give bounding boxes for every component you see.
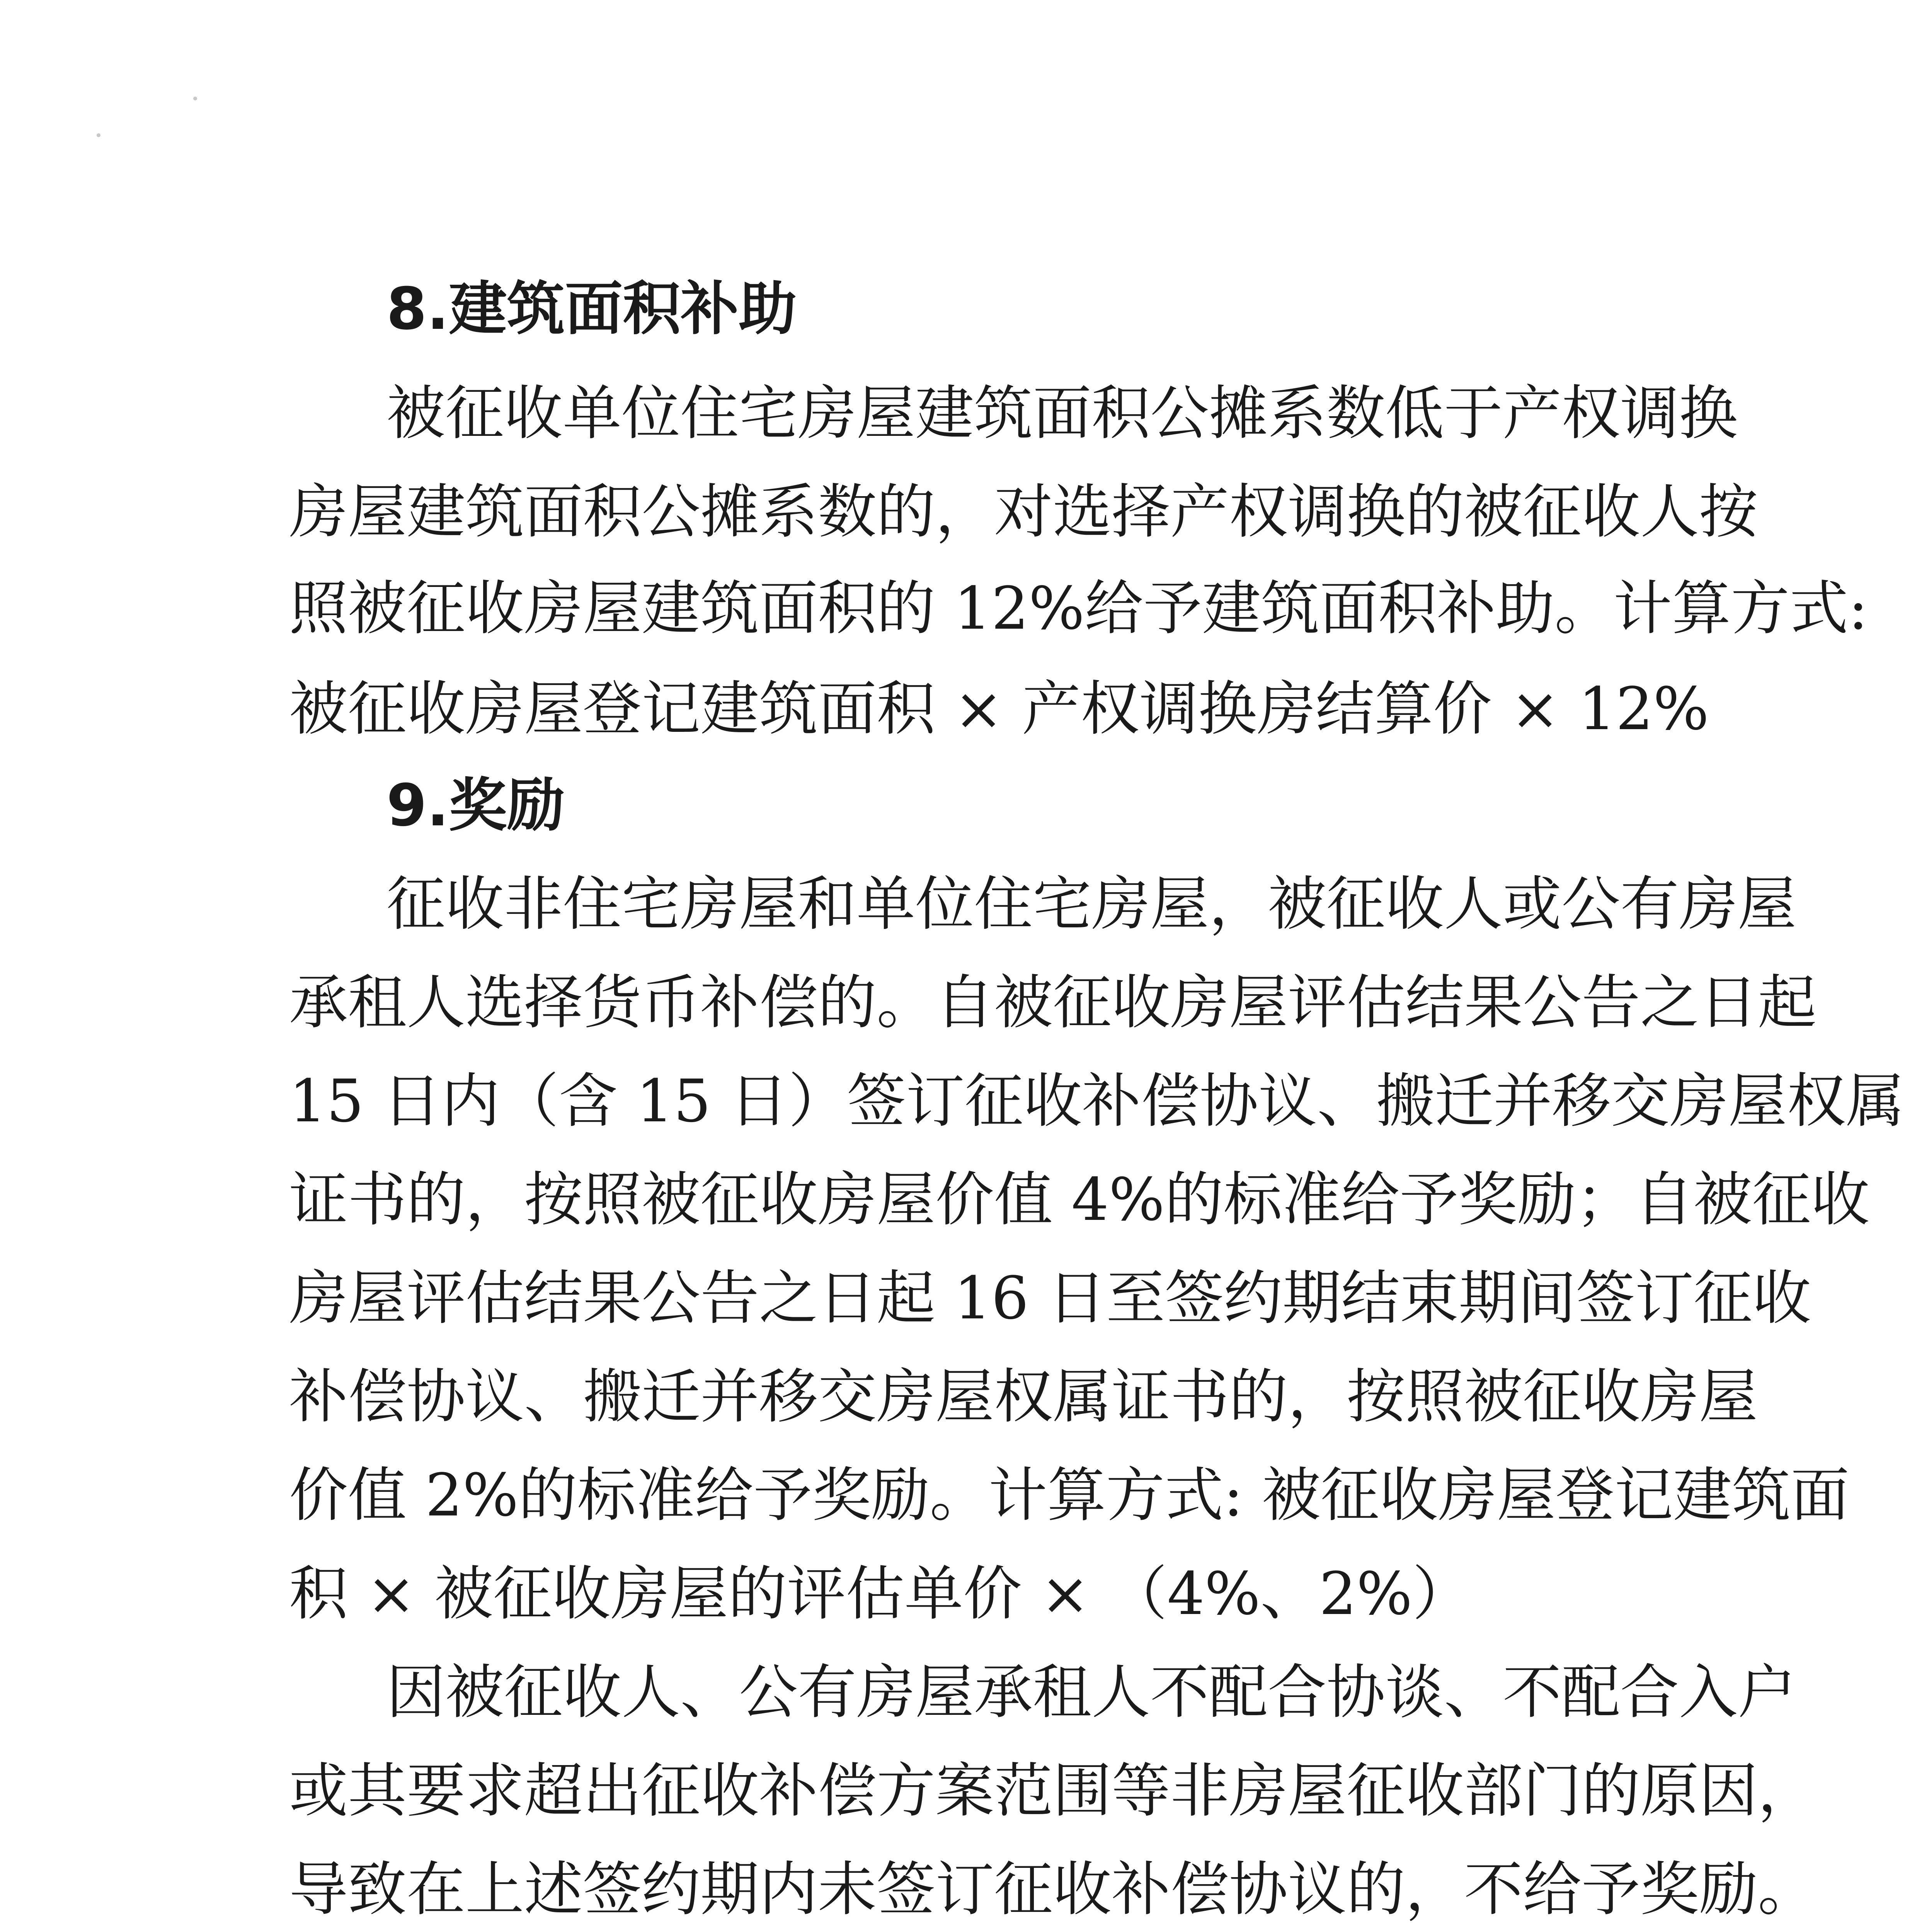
body-line: 或其要求超出征收补偿方案范围等非房屋征收部门的原因， [289,1757,1817,1825]
body-line: 因被征收人、公有房屋承租人不配合协谈、不配合入户 [386,1658,1796,1726]
body-line: 导致在上述签约期内未签订征收补偿协议的，不给予奖励。 [289,1855,1817,1923]
body-line: 被征收房屋登记建筑面积 × 产权调换房结算价 × 12% [289,675,1709,743]
body-line: 补偿协议、搬迁并移交房屋权属证书的，按照被征收房屋 [289,1362,1758,1431]
body-line: 房屋建筑面积公摊系数的，对选择产权调换的被征收人按 [289,478,1758,546]
body-line: 征收非住宅房屋和单位住宅房屋，被征收人或公有房屋 [386,870,1796,938]
section-heading: 8.建筑面积补助 [386,276,797,343]
scan-speck [97,133,100,137]
scan-speck [193,97,197,100]
section-heading: 9.奖励 [386,772,565,839]
body-line: 积 × 被征收房屋的评估单价 × （4%、2%） [289,1560,1471,1628]
body-line: 房屋评估结果公告之日起 16 日至签约期结束期间签订征收 [289,1264,1811,1332]
body-line: 照被征收房屋建筑面积的 12%给予建筑面积补助。计算方式: [289,574,1868,643]
body-line: 被征收单位住宅房屋建筑面积公摊系数低于产权调换 [386,379,1738,447]
body-line: 15 日内（含 15 日）签订征收补偿协议、搬迁并移交房屋权属 [289,1067,1905,1135]
body-line: 证书的，按照被征收房屋价值 4%的标准给予奖励；自被征收 [289,1165,1870,1234]
body-line: 价值 2%的标准给予奖励。计算方式: 被征收房屋登记建筑面 [289,1461,1849,1529]
body-line: 承租人选择货币补偿的。自被征收房屋评估结果公告之日起 [289,968,1817,1037]
